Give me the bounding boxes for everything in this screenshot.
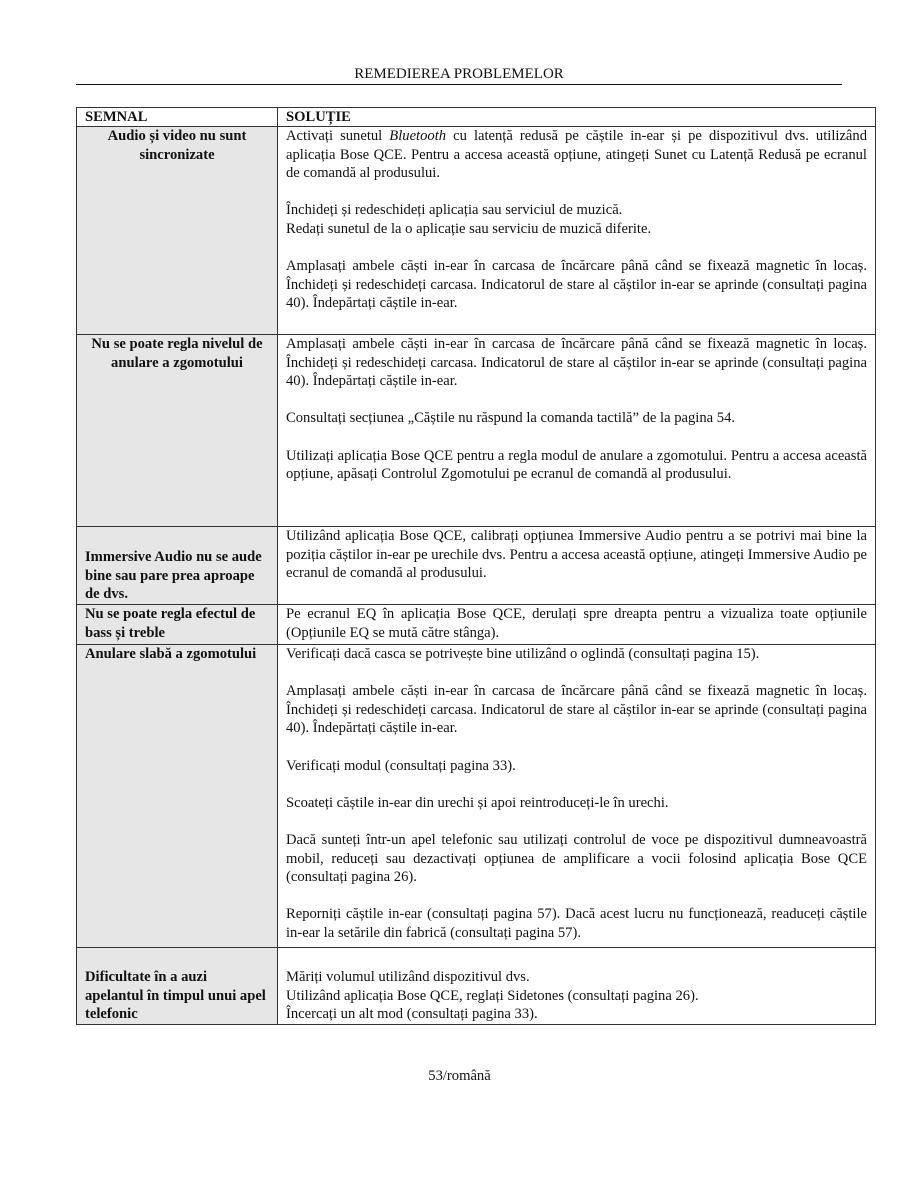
- column-header-signal: SEMNAL: [77, 108, 278, 127]
- solution-paragraph: Verificați modul (consultați pagina 33).: [286, 757, 516, 774]
- solution-cell: [278, 335, 876, 527]
- troubleshooting-table: [76, 107, 876, 1025]
- solution-cell: [278, 527, 876, 605]
- table-header-row: [77, 108, 876, 127]
- solution-paragraph: Încercați un alt mod (consultați pagina 33).: [286, 1006, 538, 1023]
- solution-cell: [278, 127, 876, 335]
- solution-paragraph: Consultați secțiunea „Căștile nu răspund la comanda tactilă” de la pagina 54.: [286, 410, 736, 427]
- solution-paragraph: Utilizând aplicația Bose QCE, calibrați opțiunea Immersive Audio pentru a se potrivi mai bine la poziția căștilor in-ear pe urechile dvs. Pentru a accesa această opțiune, atingeți Immersive Audio pe ecranul de comandă al produsului.: [286, 528, 867, 582]
- header-rule-left: [76, 68, 354, 85]
- solution-paragraph: Utilizați aplicația Bose QCE pentru a regla modul de anulare a zgomotului. Pentru a accesa această opțiune, apăsați Controlul Zgomotului pe ecranul de comandă al produsului.: [286, 447, 867, 483]
- solution-paragraph: Amplasați ambele căști in-ear în carcasa de încărcare până când se fixează magnetic în locaș. Închideți și redeschideți carcasa. Indicatorul de stare al căștilor in-ear se aprinde (consultați pagina 40). Îndepărtați căștile in-ear.: [286, 683, 867, 737]
- signal-cell: Nu se poate regla nivelul de anulare a zgomotului: [77, 335, 278, 527]
- solution-paragraph: Închideți și redeschideți aplicația sau serviciul de muzică.: [286, 202, 623, 219]
- solution-paragraph: Amplasați ambele căști in-ear în carcasa de încărcare până când se fixează magnetic în locaș. Închideți și redeschideți carcasa. Indicatorul de stare al căștilor in-ear se aprinde (consultați pagina 40). Îndepărtați căștile in-ear.: [286, 258, 867, 312]
- solution-paragraph: Utilizând aplicația Bose QCE, reglați Sidetones (consultați pagina 26).: [286, 987, 699, 1004]
- table-row: [77, 527, 876, 605]
- solution-paragraph: [286, 127, 867, 183]
- solution-paragraph: Scoateți căștile in-ear din urechi și apoi reintroduceți-le în urechi.: [286, 794, 669, 811]
- signal-cell: Dificultate în a auzi apelantul în timpul unui apel telefonic: [77, 948, 278, 1025]
- solution-paragraph: Reporniți căștile in-ear (consultați pagina 57). Dacă acest lucru nu funcționează, readuceți căștile in-ear la setările din fabrică (consultați pagina 57).: [286, 906, 867, 941]
- solution-cell: [278, 948, 876, 1025]
- page-footer: 53/română: [428, 1068, 491, 1084]
- table-row: [77, 605, 876, 645]
- solution-cell: [278, 645, 876, 948]
- page-header: [76, 63, 842, 85]
- header-rule-right: [564, 68, 842, 85]
- table-row: [77, 127, 876, 335]
- page-title: REMEDIEREA PROBLEMELOR: [354, 65, 564, 85]
- signal-cell: Audio și video nu sunt sincronizate: [77, 127, 278, 335]
- solution-paragraph: Redați sunetul de la o aplicație sau serviciu de muzică diferite.: [286, 220, 652, 237]
- signal-cell: Anulare slabă a zgomotului: [77, 645, 278, 948]
- signal-cell: Nu se poate regla efectul de bass și treble: [77, 605, 278, 645]
- solution-paragraph: Măriți volumul utilizând dispozitivul dvs.: [286, 969, 530, 986]
- table-row: [77, 645, 876, 948]
- column-header-solution: SOLUȚIE: [278, 108, 876, 127]
- solution-text: cu latență redusă pe căștile in-ear și pe dispozitivul dvs. utilizând aplicația Bose QCE. Pentru a accesa această opțiune, atingeți Sunet cu Latență Redusă pe ecranul de comandă al produsului.: [286, 128, 867, 182]
- solution-paragraph: Verificați dacă casca se potrivește bine utilizând o oglindă (consultați pagina 15).: [286, 646, 760, 662]
- solution-emphasis: Bluetooth: [389, 128, 447, 144]
- signal-cell: Immersive Audio nu se aude bine sau pare prea aproape de dvs.: [77, 527, 278, 605]
- table-row: [77, 948, 876, 1025]
- table-row: [77, 335, 876, 527]
- solution-paragraph: Amplasați ambele căști in-ear în carcasa de încărcare până când se fixează magnetic în locaș. Închideți și redeschideți carcasa. Indicatorul de stare al căștilor in-ear se aprinde (consultați pagina 40). Îndepărtați căștile in-ear.: [286, 336, 867, 390]
- solution-paragraph: Dacă sunteți într-un apel telefonic sau utilizați controlul de voce pe dispozitivul dumneavoastră mobil, reduceți sau dezactivați opțiunea de amplificare a vocii folosind aplicația Bose QCE (consultați pagina 26).: [286, 831, 867, 886]
- solution-cell: [278, 605, 876, 645]
- solution-text: Activați sunetul: [286, 128, 390, 144]
- solution-paragraph: Pe ecranul EQ în aplicația Bose QCE, derulați spre dreapta pentru a vizualiza toate opțiunile (Opțiunile EQ se mută către stânga).: [286, 606, 867, 641]
